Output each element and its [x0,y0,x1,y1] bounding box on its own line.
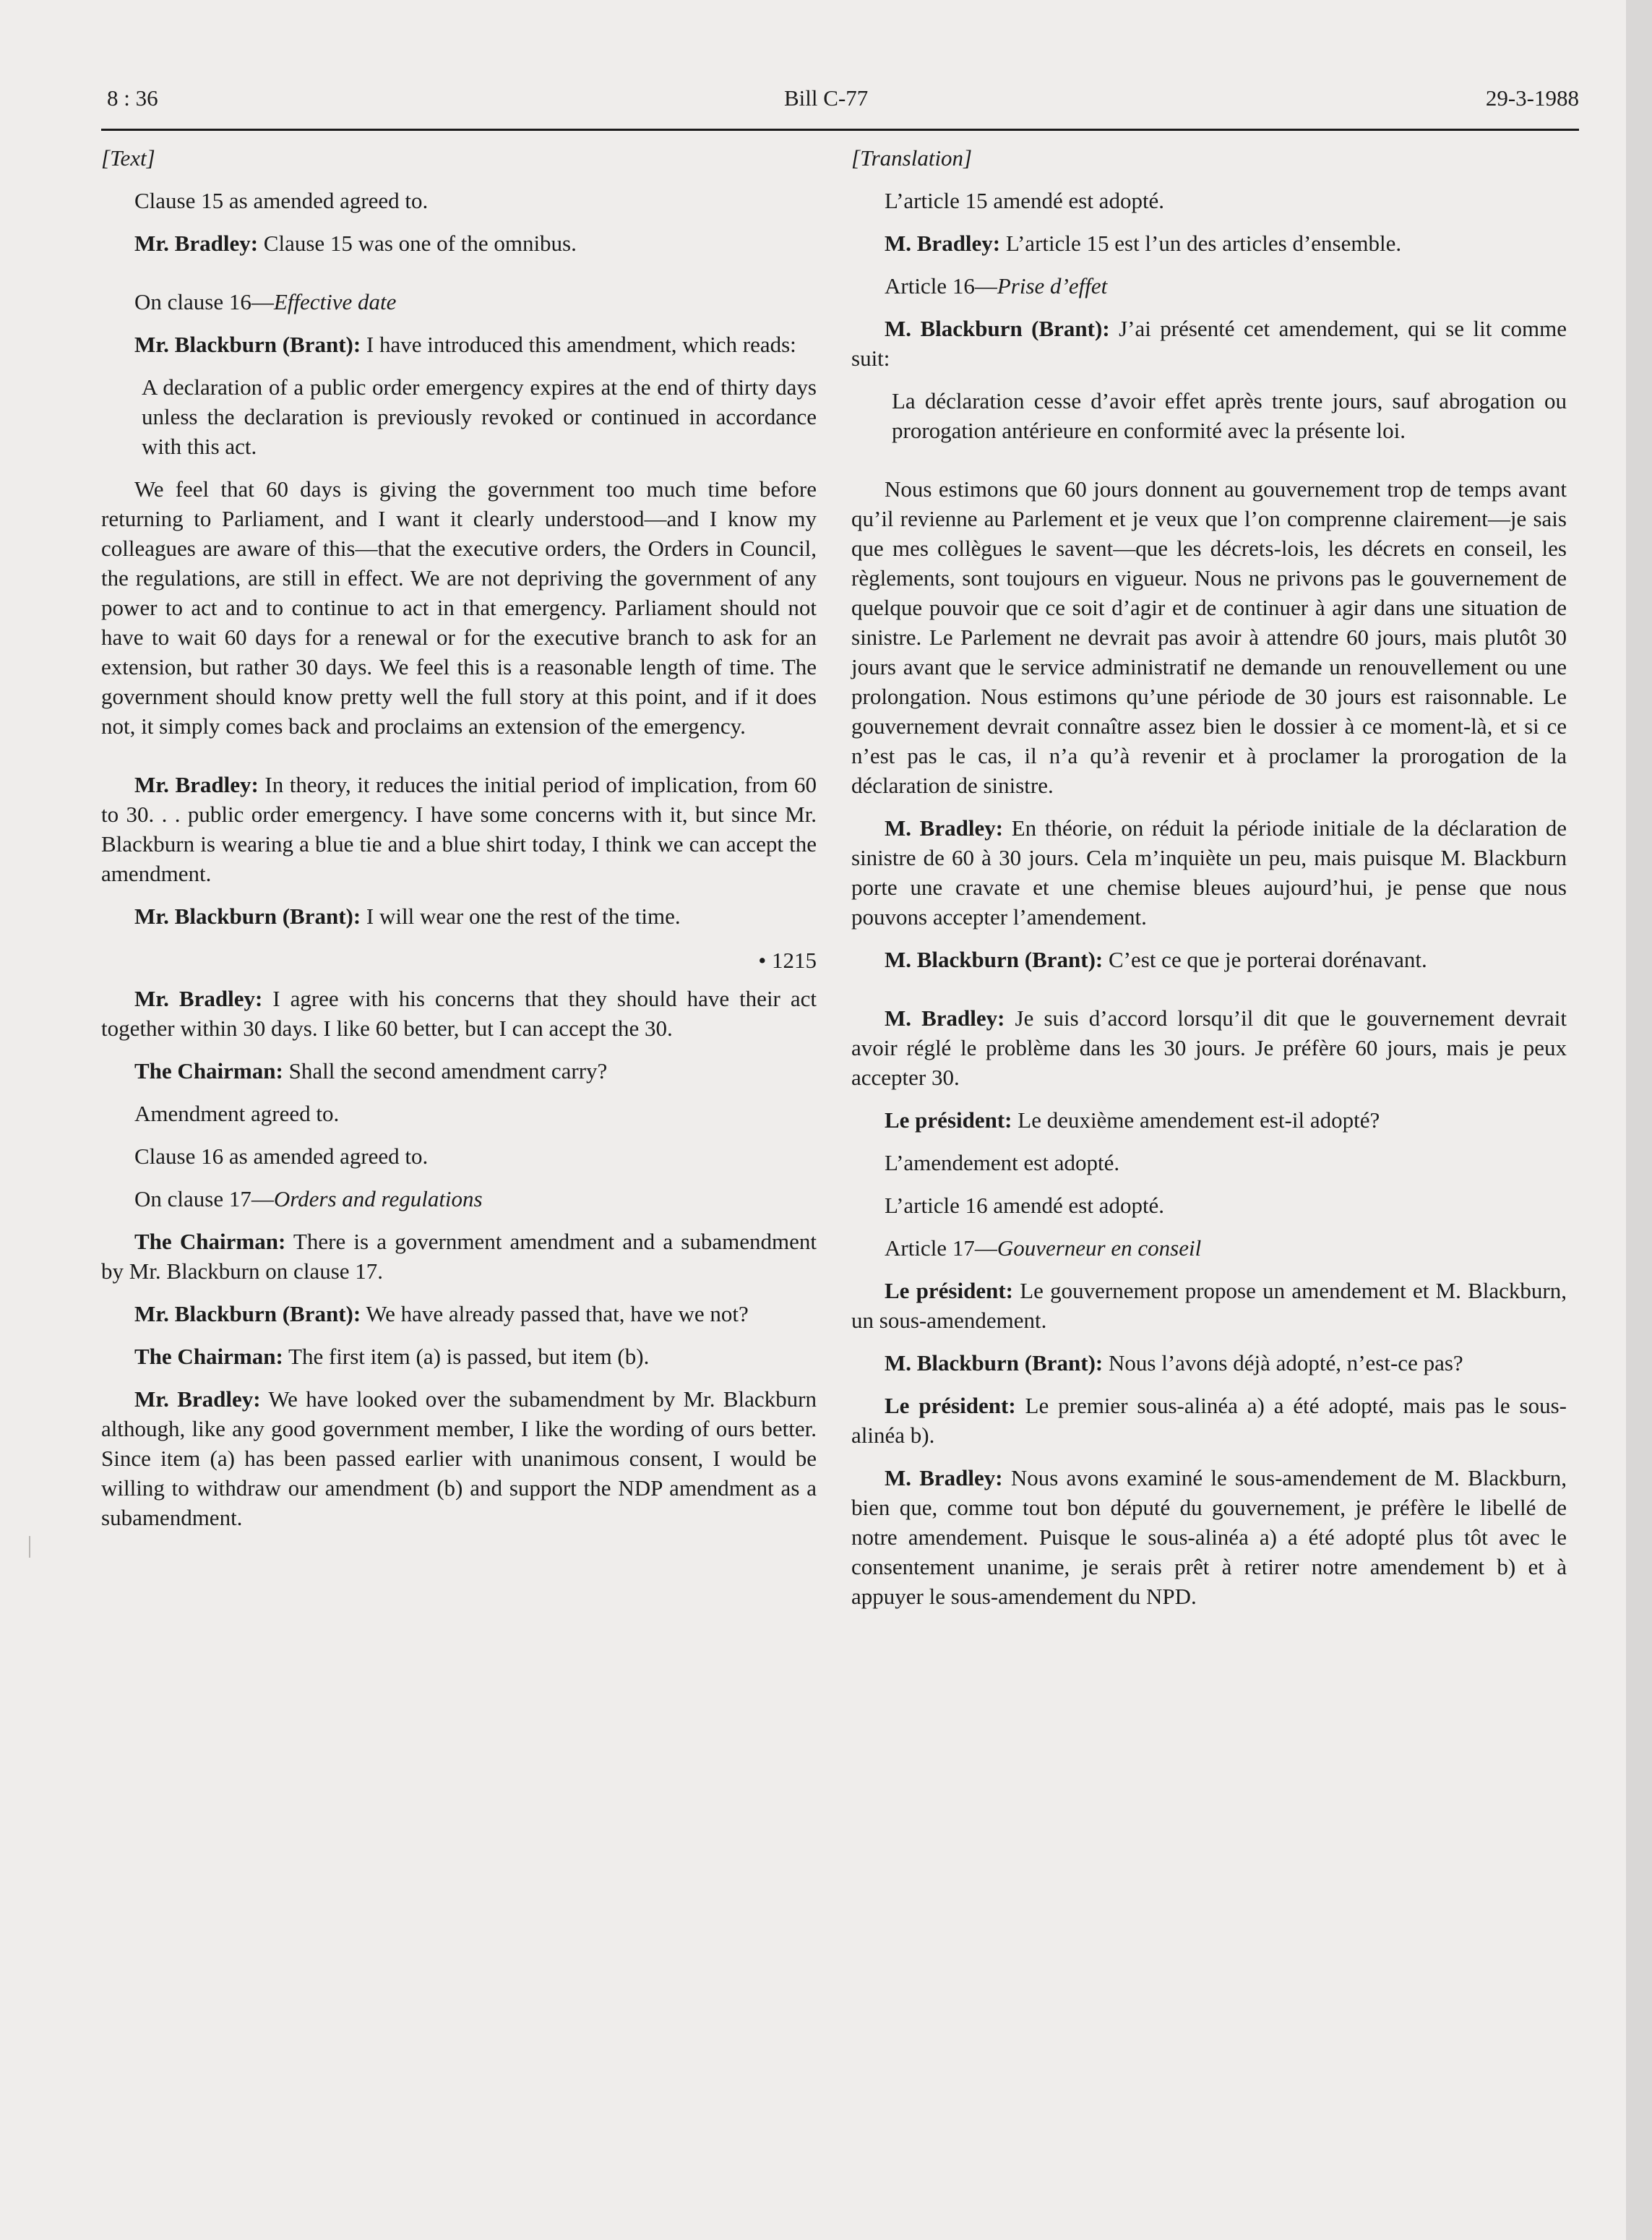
clause-number: Article 16— [885,273,997,299]
paragraph [851,1105,1567,1135]
paragraph [851,1276,1567,1335]
clause-number: Article 17— [885,1235,997,1261]
amendment-quote: A declaration of a public order emergency expires at the end of thirty days unless the declaration is previously revoked or continued in accordance with this act. [142,374,817,459]
paragraph [101,1227,817,1286]
clause-title: Gouverneur en conseil [997,1235,1202,1261]
speech: The first item (a) is passed, but item (b). [283,1344,650,1369]
speaker: The Chairman: [134,1344,283,1369]
clause-number: On clause 17— [134,1186,274,1211]
speaker: M. Bradley: [885,1465,1003,1490]
speaker: M. Bradley: [885,815,1004,841]
clause-heading [101,1184,817,1214]
page-number: 8 : 36 [107,85,158,111]
time-marker: • 1215 [758,948,817,973]
speech: Nous l’avons déjà adopté, n’est-ce pas? [1103,1350,1463,1376]
speech: We have already passed that, have we not? [361,1301,749,1326]
page-edge [1626,0,1652,2240]
speech: Clause 15 was one of the omnibus. [258,231,577,256]
french-column [851,143,1567,1624]
clause-title: Prise d’effet [997,273,1108,299]
paragraph [101,901,817,931]
paragraph [101,330,817,359]
paragraph [101,770,817,888]
speaker: M. Blackburn (Brant): [885,316,1110,341]
speech: Le deuxième amendement est-il adopté? [1012,1107,1380,1133]
speaker: Le président: [885,1107,1012,1133]
paragraph [851,1391,1567,1450]
speech: I will wear one the rest of the time. [361,904,681,929]
paragraph [851,1348,1567,1378]
english-column [101,143,817,1545]
speech: Le premier sous-alinéa a) a été adopté, mais pas le sous-alinéa b). [851,1393,1567,1448]
speaker: Le président: [885,1278,1013,1303]
speech: Shall the second amendment carry? [283,1058,608,1083]
paragraph [851,1463,1567,1611]
clause-title: Orders and regulations [273,1186,483,1211]
speech: I have introduced this amendment, which reads: [361,332,796,357]
speaker: M. Bradley: [885,231,1001,256]
speech: J’ai présenté cet amendement, qui se lit comme suit: [851,316,1567,371]
speaker: Mr. Blackburn (Brant): [134,332,361,357]
clause-number: On clause 16— [134,289,274,314]
paragraph: Clause 16 as amended agreed to. [134,1143,429,1169]
clause-heading [851,1233,1567,1263]
speaker: Mr. Bradley: [134,986,263,1011]
speech: L’article 15 est l’un des articles d’ensemble. [1000,231,1402,256]
amendment-quote: La déclaration cesse d’avoir effet après trente jours, sauf abrogation ou prorogation antérieure en conformité avec la présente loi. [892,388,1567,443]
paragraph: L’article 16 amendé est adopté. [885,1193,1165,1218]
speaker: Mr. Bradley: [134,1386,261,1412]
clause-heading [101,287,817,317]
paragraph [101,1299,817,1329]
meeting-date: 29-3-1988 [1485,85,1579,111]
speech: We have looked over the subamendment by Mr. Blackburn although, like any good government member, I like the wording of ours better. Since item (a) has been passed earlier with unanimous consent, I would be willing to withdraw our amendment (b) and support the NDP amendment as a subamendment. [101,1386,817,1530]
translation-heading: [Translation] [851,145,973,171]
speaker: M. Blackburn (Brant): [885,947,1104,972]
speaker: Mr. Bradley: [134,231,259,256]
paragraph [101,1342,817,1371]
paragraph [851,813,1567,932]
bill-title: Bill C-77 [784,85,869,111]
paragraph [101,1384,817,1532]
header-rule [101,129,1579,131]
speaker: M. Blackburn (Brant): [885,1350,1104,1376]
speaker: Mr. Blackburn (Brant): [134,1301,361,1326]
page-header [101,85,1579,129]
clause-title: Effective date [273,289,397,314]
paragraph [101,228,817,258]
speech: In theory, it reduces the initial period of implication, from 60 to 30. . . public order emergency. I have some concerns with it, but since Mr. Blackburn is wearing a blue tie and a blue shirt today, I think we can accept the amendment. [101,772,817,886]
speaker: Le président: [885,1393,1016,1418]
speech: Nous avons examiné le sous-amendement de M. Blackburn, bien que, comme tout bon député du gouvernement, je préfère le libellé de notre amendement. Puisque le sous-alinéa a) a été adopté plus tôt avec le consentement unanime, je serais prêt à retirer notre amendement b) et à appuyer le sous-amendement du NPD. [851,1465,1567,1609]
paragraph [851,228,1567,258]
text-heading: [Text] [101,145,155,171]
paragraph: Amendment agreed to. [134,1101,340,1126]
margin-mark [29,1536,30,1558]
speech: Le gouvernement propose un amendement et M. Blackburn, un sous-amendement. [851,1278,1567,1333]
speech: En théorie, on réduit la période initiale de la déclaration de sinistre de 60 à 30 jours. Cela m’inquiète un peu, mais puisque M. Blackburn porte une cravate et une chemise bleues aujourd’hui, je pense que nous pouvons accepter l’amendement. [851,815,1567,930]
paragraph: We feel that 60 days is giving the government too much time before returning to Parliament, and I want it clearly understood—and I know my colleagues are aware of this—that the executive orders, the Orders in Council, the regulations, are still in effect. We are not depriving the government of any power to act and to continue to act in that emergency. Parliament should not have to wait 60 days for a renewal or for the executive branch to ask for an extension, but rather 30 days. We feel this is a reasonable length of time. The government should know pretty well the full story at this point, and if it does not, it simply comes back and proclaims an extension of the emergency. [101,476,817,739]
speaker: Mr. Blackburn (Brant): [134,904,361,929]
speech: I agree with his concerns that they should have their act together within 30 days. I like 60 better, but I can accept the 30. [101,986,817,1041]
speaker: M. Bradley: [885,1005,1005,1031]
speaker: The Chairman: [134,1229,286,1254]
speech: C’est ce que je porterai dorénavant. [1103,947,1427,972]
paragraph [851,945,1567,974]
paragraph: Clause 15 as amended agreed to. [134,188,429,213]
speaker: The Chairman: [134,1058,283,1083]
paragraph: Nous estimons que 60 jours donnent au gouvernement trop de temps avant qu’il revienne au Parlement et je veux que l’on comprenne clairement—je sais que mes collègues le savent—que les décrets-lois, les décrets en conseil, les règlements, sont toujours en vigueur. Nous ne privons pas le gouvernement de quelque pouvoir que ce soit d’agir et de continuer à agir dans une situation de sinistre. Le Parlement ne devrait pas avoir à attendre 60 jours, mais plutôt 30 jours avant que le service administratif ne demande un renouvellement ou une prolongation. Nous estimons qu’une période de 30 jours est raisonnable. Le gouvernement devrait connaître assez bien le dossier à ce moment-là, et si ce n’est pas le cas, il n’a qu’à revenir et à proclamer la prorogation de la déclaration de sinistre. [851,476,1567,798]
speech: Je suis d’accord lorsqu’il dit que le gouvernement devrait avoir réglé le problème dans les 30 jours. Je préfère 60 jours, mais je peux accepter 30. [851,1005,1567,1090]
paragraph [101,1056,817,1086]
paragraph: L’amendement est adopté. [885,1150,1120,1175]
speaker: Mr. Bradley: [134,772,259,797]
paragraph [851,1003,1567,1092]
paragraph: L’article 15 amendé est adopté. [885,188,1165,213]
paragraph [851,314,1567,373]
clause-heading [851,271,1567,301]
paragraph [101,984,817,1043]
speech: There is a government amendment and a subamendment by Mr. Blackburn on clause 17. [101,1229,817,1284]
